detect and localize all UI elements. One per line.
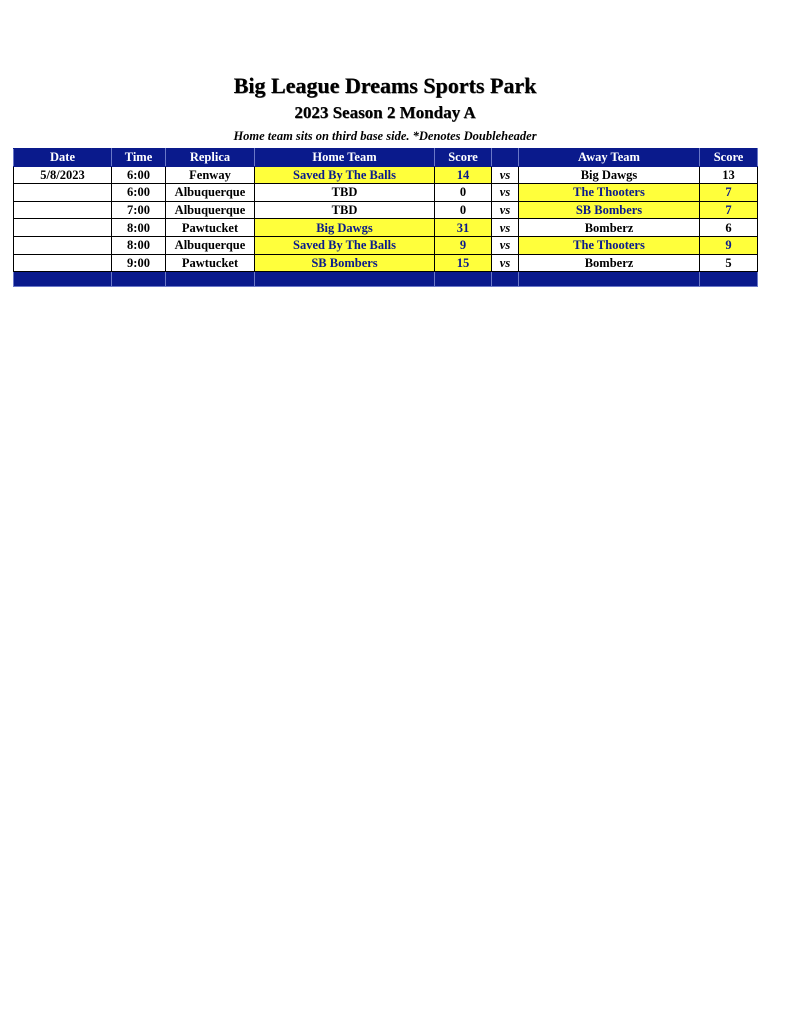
- date-cell: [14, 184, 112, 202]
- away-team-cell: Big Dawgs: [519, 166, 700, 184]
- table-row: [14, 201, 758, 219]
- footer-cell: [166, 272, 255, 287]
- date-cell: [14, 254, 112, 272]
- home-team-cell: Saved By The Balls: [255, 166, 435, 184]
- away-score-cell: 6: [700, 219, 758, 237]
- column-header-date: Date: [14, 149, 112, 167]
- home-score-cell: 9: [435, 236, 492, 254]
- vs-cell: vs: [492, 219, 519, 237]
- table-row: [14, 219, 758, 237]
- table-row: [14, 184, 758, 202]
- schedule-note: Home team sits on third base side. *Denotes Doubleheader: [233, 129, 537, 143]
- away-score-cell: 13: [700, 166, 758, 184]
- footer-cell: [435, 272, 492, 287]
- page-subtitle: 2023 Season 2 Monday A: [294, 103, 476, 122]
- away-score-cell: 9: [700, 236, 758, 254]
- home-score-cell: 31: [435, 219, 492, 237]
- footer-cell: [492, 272, 519, 287]
- home-team-cell: Saved By The Balls: [255, 236, 435, 254]
- column-header-away-team: Away Team: [519, 149, 700, 167]
- table-row: [14, 254, 758, 272]
- column-header-home-score: Score: [435, 149, 492, 167]
- home-score-cell: 14: [435, 166, 492, 184]
- column-header-home-team: Home Team: [255, 149, 435, 167]
- away-score-cell: 7: [700, 201, 758, 219]
- footer-cell: [700, 272, 758, 287]
- column-header-away-score: Score: [700, 149, 758, 167]
- time-cell: 8:00: [112, 219, 166, 237]
- date-cell: [14, 236, 112, 254]
- home-score-cell: 15: [435, 254, 492, 272]
- away-score-cell: 7: [700, 184, 758, 202]
- date-cell: [14, 219, 112, 237]
- home-score-cell: 0: [435, 184, 492, 202]
- table-row: [14, 166, 758, 184]
- away-team-cell: SB Bombers: [519, 201, 700, 219]
- replica-cell: Fenway: [166, 166, 255, 184]
- home-team-cell: TBD: [255, 201, 435, 219]
- header-row: [14, 149, 758, 167]
- column-header-vs: [492, 149, 519, 167]
- table-row: [14, 236, 758, 254]
- replica-cell: Pawtucket: [166, 219, 255, 237]
- time-cell: 6:00: [112, 184, 166, 202]
- away-team-cell: Bomberz: [519, 254, 700, 272]
- replica-cell: Albuquerque: [166, 201, 255, 219]
- footer-cell: [519, 272, 700, 287]
- date-cell: 5/8/2023: [14, 166, 112, 184]
- time-cell: 7:00: [112, 201, 166, 219]
- vs-cell: vs: [492, 184, 519, 202]
- away-team-cell: Bomberz: [519, 219, 700, 237]
- date-cell: [14, 201, 112, 219]
- footer-cell: [255, 272, 435, 287]
- page-title: Big League Dreams Sports Park: [233, 73, 537, 98]
- footer-cell: [112, 272, 166, 287]
- footer-cell: [14, 272, 112, 287]
- vs-cell: vs: [492, 236, 519, 254]
- schedule-table: [13, 148, 758, 287]
- vs-cell: vs: [492, 166, 519, 184]
- home-score-cell: 0: [435, 201, 492, 219]
- vs-cell: vs: [492, 254, 519, 272]
- time-cell: 9:00: [112, 254, 166, 272]
- away-team-cell: The Thooters: [519, 236, 700, 254]
- table-footer-bar: [14, 272, 758, 287]
- home-team-cell: Big Dawgs: [255, 219, 435, 237]
- time-cell: 8:00: [112, 236, 166, 254]
- replica-cell: Albuquerque: [166, 236, 255, 254]
- away-score-cell: 5: [700, 254, 758, 272]
- column-header-time: Time: [112, 149, 166, 167]
- home-team-cell: TBD: [255, 184, 435, 202]
- replica-cell: Albuquerque: [166, 184, 255, 202]
- vs-cell: vs: [492, 201, 519, 219]
- column-header-replica: Replica: [166, 149, 255, 167]
- replica-cell: Pawtucket: [166, 254, 255, 272]
- away-team-cell: The Thooters: [519, 184, 700, 202]
- time-cell: 6:00: [112, 166, 166, 184]
- home-team-cell: SB Bombers: [255, 254, 435, 272]
